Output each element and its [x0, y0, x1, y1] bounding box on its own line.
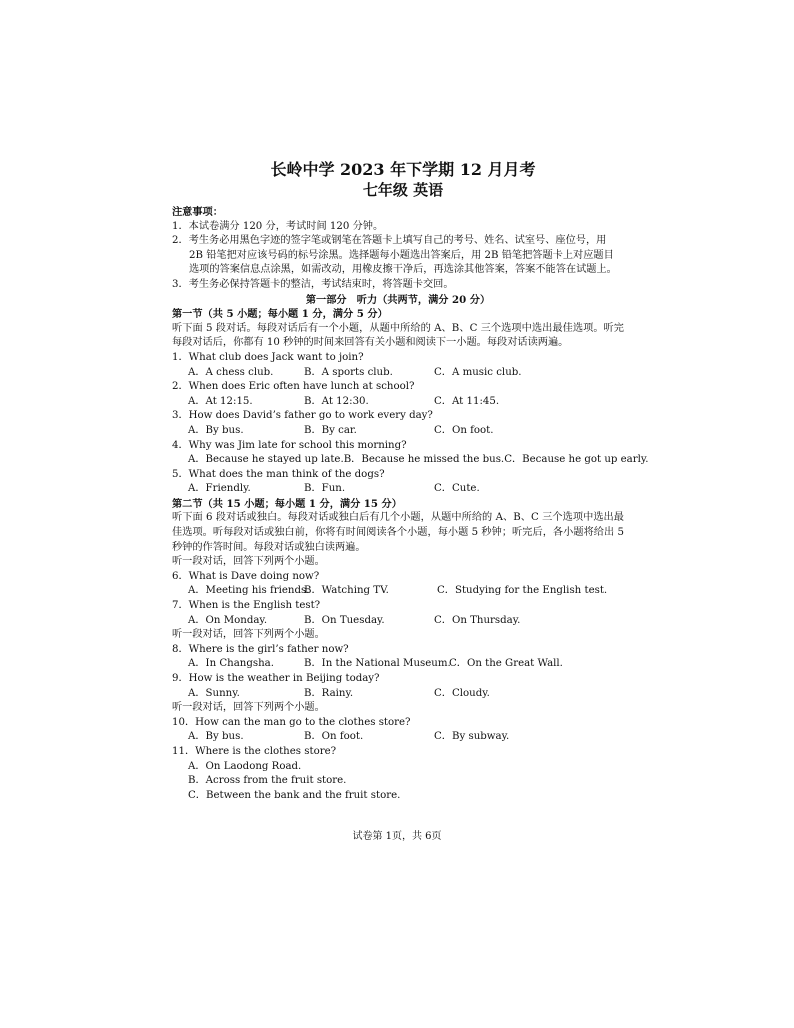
section1-instructions: 听下面 5 段对话。每段对话后有一个小题，从题中所给的 A、B、C 三个选项中选出最佳选项。听完每段对话后，你都有 10 秒钟的时间来回答有关小题和阅读下一小题。每段对话读两遍。 [172, 322, 624, 349]
question-text: 10．How can the man go to the clothes store? [172, 716, 411, 728]
question-4 [172, 439, 649, 468]
question-1 [172, 351, 624, 380]
option-c: C．Cute. [434, 483, 480, 495]
notice-item-3: 3．考生务必保持答题卡的整洁，考试结束时，将答题卡交回。 [172, 278, 454, 290]
notice-item-1: 1．本试卷满分 120 分，考试时间 120 分钟。 [172, 220, 384, 232]
dialog-lead-1: 听一段对话，回答下列两个小题。 [172, 556, 325, 568]
option-c: C．On Thursday. [434, 614, 521, 626]
question-9 [172, 672, 624, 701]
option-b: B．Watching TV. [304, 585, 389, 597]
question-7 [172, 599, 624, 628]
notice-heading: 注意事项： [172, 206, 223, 218]
question-8 [172, 643, 624, 672]
section2-heading: 第二节（共 15 小题；每小题 1 分，满分 15 分） [172, 497, 402, 510]
option-a: A．In Changsha. [188, 658, 274, 670]
question-2 [172, 380, 624, 409]
option-b: B．Across from the fruit store. [188, 775, 347, 787]
question-5 [172, 468, 624, 497]
option-b: B．A sports club. [304, 366, 393, 378]
option-b: B．Rainy. [304, 687, 354, 699]
question-text: 6．What is Dave doing now? [172, 570, 320, 582]
question-text: 7．When is the English test? [172, 600, 321, 612]
option-a: A．By bus. [188, 731, 244, 743]
option-a: A．A chess club. [188, 366, 274, 378]
section1-heading: 第一节（共 5 小题；每小题 1 分，满分 5 分） [172, 308, 388, 321]
notice-item-2-cont-1: 2B 铅笔把对应该号码的标号涂黑。选择题每小题选出答案后，用 2B 铅笔把答题卡上对应题目 [189, 249, 614, 261]
option-b: B．By car. [304, 424, 357, 436]
notice-item-2: 2．考生务必用黑色字迹的签字笔或钢笔在答题卡上填写自己的考号、姓名、试室号、座位号，用 [172, 235, 607, 247]
option-a: A．Sunny. [188, 687, 240, 699]
option-c: C．Between the bank and the fruit store. [188, 789, 401, 801]
option-a: A．On Laodong Road. [188, 760, 302, 772]
page-footer: 试卷第 1页，共 6页 [352, 831, 442, 842]
question-text: 9．How is the weather in Beijing today? [172, 673, 380, 684]
section2-instructions: 听下面 6 段对话或独白。每段对话或独白后有几个小题，从题中所给的 A、B、C 三个选项中选出最佳选项。听每段对话或独白前，你将有时间阅读各个小题，每小题 5 秒钟；听完后，各小题将给出 5 秒钟的作答时间。每段对话或独白读两遍。 [172, 512, 624, 553]
part1-heading: 第一部分 听力（共两节，满分 20 分） [305, 293, 491, 306]
question-11 [172, 745, 624, 803]
option-b: B．On foot. [304, 731, 364, 743]
option-c: C．At 11:45. [434, 395, 500, 407]
question-text: 3．How does David’s father go to work every day? [172, 410, 433, 422]
option-a: A．On Monday. [188, 614, 268, 626]
option-c: C．A music club. [434, 366, 522, 378]
question-6 [172, 570, 624, 599]
option-a: A．At 12:15. [188, 395, 253, 407]
option-c: C．Studying for the English test. [437, 585, 608, 597]
option-b: B．On Tuesday. [304, 614, 385, 626]
notice-item-2-cont-2: 选项的答案信息点涂黑，如需改动，用橡皮擦干净后，再选涂其他答案，答案不能答在试题上。 [189, 264, 617, 276]
exam-page [172, 160, 649, 803]
option-a: A．Meeting his friends. [188, 585, 310, 597]
option-b: B．In the National Museum. [304, 658, 451, 670]
question-text: 8．Where is the girl’s father now? [172, 643, 349, 655]
question-10 [172, 716, 624, 745]
option-a: A．Because he stayed up late. [188, 454, 344, 466]
dialog-lead-2: 听一段对话，回答下列两个小题。 [172, 629, 325, 641]
option-c: C．On foot. [434, 424, 494, 436]
option-c: C．Because he got up early. [504, 454, 649, 466]
exam-title: 长岭中学 2023 年下学期 12 月月考 [270, 160, 536, 179]
option-b: B．At 12:30. [304, 395, 369, 407]
option-a: A．By bus. [188, 424, 244, 436]
question-text: 5．What does the man think of the dogs? [172, 468, 385, 480]
question-text: 11．Where is the clothes store? [172, 745, 337, 757]
option-b: B．Fun. [304, 483, 346, 495]
option-a: A．Friendly. [188, 483, 251, 495]
option-c: C．On the Great Wall. [449, 658, 563, 670]
question-3 [172, 409, 624, 438]
option-c: C．By subway. [434, 731, 510, 743]
option-c: C．Cloudy. [434, 687, 490, 699]
exam-subtitle: 七年级 英语 [362, 181, 444, 199]
question-text: 2．When does Eric often have lunch at school? [172, 381, 415, 393]
option-b: B．Because he missed the bus. [343, 454, 505, 466]
question-text: 1．What club does Jack want to join? [172, 351, 364, 363]
dialog-lead-3: 听一段对话，回答下列两个小题。 [172, 702, 325, 714]
question-text: 4．Why was Jim late for school this morning? [172, 439, 407, 451]
